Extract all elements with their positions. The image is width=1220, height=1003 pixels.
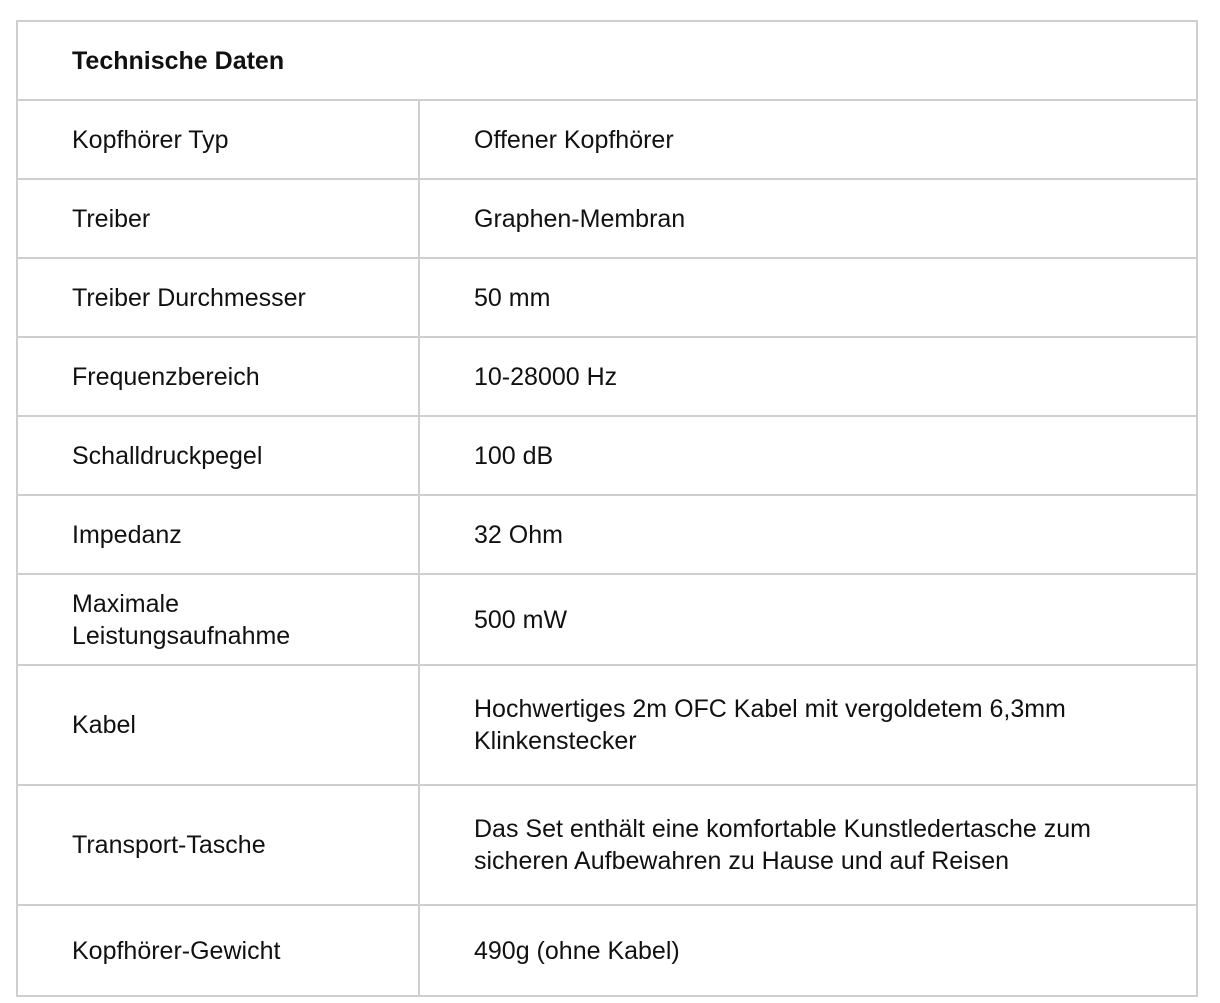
spec-value: 50 mm xyxy=(419,258,1197,337)
spec-label: Maximale Leistungsaufnahme xyxy=(17,574,419,665)
table-row xyxy=(17,905,1197,996)
table-row xyxy=(17,785,1197,905)
table-row xyxy=(17,258,1197,337)
spec-value: Hochwertiges 2m OFC Kabel mit vergoldetem 6,3mm Klinkenstecker xyxy=(419,665,1197,785)
spec-value: 500 mW xyxy=(419,574,1197,665)
spec-table xyxy=(16,20,1198,997)
spec-value: Das Set enthält eine komfortable Kunstledertasche zum sicheren Aufbewahren zu Hause und auf Reisen xyxy=(419,785,1197,905)
spec-label: Impedanz xyxy=(17,495,419,574)
table-row xyxy=(17,574,1197,665)
spec-label: Kabel xyxy=(17,665,419,785)
spec-label: Treiber xyxy=(17,179,419,258)
spec-value: Offener Kopfhörer xyxy=(419,100,1197,179)
table-row xyxy=(17,337,1197,416)
table-row xyxy=(17,665,1197,785)
table-row xyxy=(17,495,1197,574)
spec-value: Graphen-Membran xyxy=(419,179,1197,258)
table-row xyxy=(17,416,1197,495)
spec-label: Treiber Durchmesser xyxy=(17,258,419,337)
spec-value: 32 Ohm xyxy=(419,495,1197,574)
spec-label: Schalldruckpegel xyxy=(17,416,419,495)
spec-label: Kopfhörer Typ xyxy=(17,100,419,179)
table-title: Technische Daten xyxy=(17,21,1197,100)
spec-value: 10-28000 Hz xyxy=(419,337,1197,416)
spec-label: Kopfhörer-Gewicht xyxy=(17,905,419,996)
spec-label: Frequenzbereich xyxy=(17,337,419,416)
spec-value: 100 dB xyxy=(419,416,1197,495)
table-row xyxy=(17,100,1197,179)
spec-label: Transport-Tasche xyxy=(17,785,419,905)
spec-value: 490g (ohne Kabel) xyxy=(419,905,1197,996)
table-row xyxy=(17,179,1197,258)
table-header-row xyxy=(17,21,1197,100)
